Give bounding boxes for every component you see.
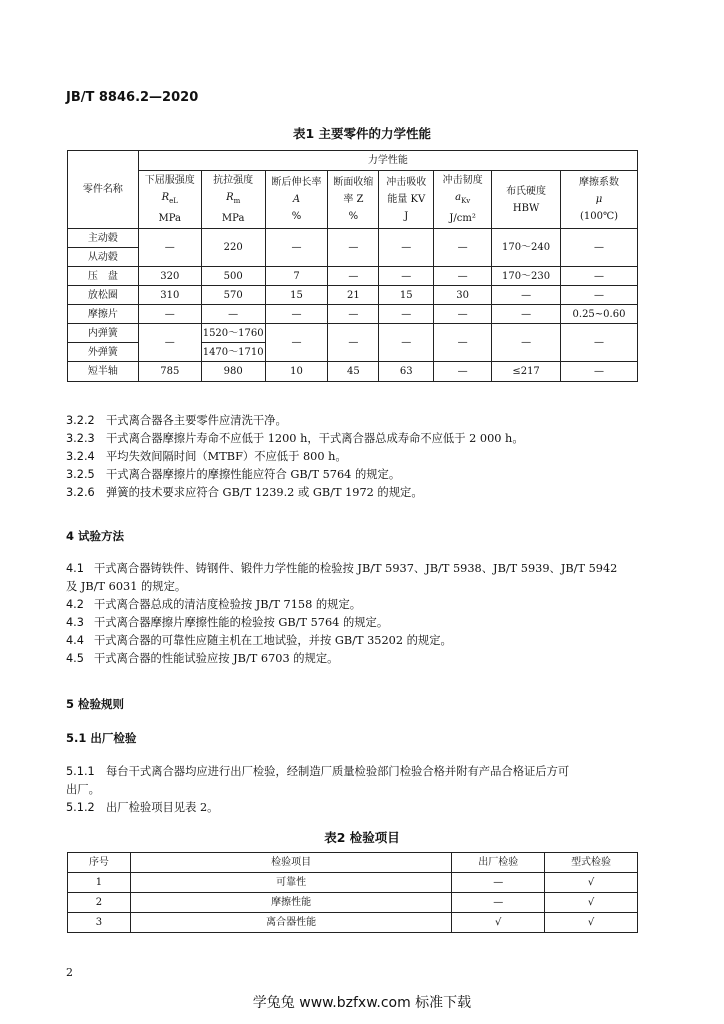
cell: 摩擦性能	[130, 893, 451, 913]
cell: 离合器性能	[130, 913, 451, 933]
cell: —	[452, 873, 545, 893]
col-header-elongation: 断后伸长率 A %	[265, 171, 328, 229]
cell: 500	[201, 267, 265, 286]
cell: —	[434, 362, 492, 382]
header-part-name: 零件名称	[68, 151, 139, 229]
clause-4-1: 4.1 干式离合器铸铁件、铸钢件、锻件力学性能的检验按 JB/T 5937、JB/T 5938、JB/T 5939、JB/T 5942	[66, 562, 618, 575]
clause-5-1-2: 5.1.2 出厂检验项目见表 2。	[66, 801, 219, 814]
table2-caption: 表2 检验项目	[324, 830, 400, 845]
cell: √	[452, 913, 545, 933]
cell: 7	[265, 267, 328, 286]
cell: 310	[138, 286, 201, 305]
clause-3-2-5: 3.2.5 干式离合器摩擦片的摩擦性能应符合 GB/T 5764 的规定。	[66, 468, 401, 481]
cell: 320	[138, 267, 201, 286]
clause-4-2: 4.2 干式离合器总成的清洁度检验按 JB/T 7158 的规定。	[66, 598, 362, 611]
cell: —	[138, 324, 201, 362]
cell: —	[265, 305, 328, 324]
cell: 45	[328, 362, 379, 382]
row-name: 主动毂	[68, 229, 139, 248]
clause-4-4: 4.4 干式离合器的可靠性应随主机在工地试验，并按 GB/T 35202 的规定。	[66, 634, 452, 647]
cell: 220	[201, 229, 265, 267]
col-header-reduction: 断面收缩 率 Z %	[328, 171, 379, 229]
cell: —	[492, 324, 561, 362]
clause-5-1-1: 5.1.1 每台干式离合器均应进行出厂检验，经制造厂质量检验部门检验合格并附有产品合格证后方可	[66, 765, 570, 778]
section-5-title: 5 检验规则	[66, 697, 125, 711]
row-name: 短半轴	[68, 362, 139, 382]
cell: 2	[68, 893, 131, 913]
cell: —	[561, 229, 638, 267]
clause-3-2-6: 3.2.6 弹簧的技术要求应符合 GB/T 1239.2 或 GB/T 1972 的规定。	[66, 486, 423, 499]
header-seq: 序号	[68, 853, 131, 873]
cell: 21	[328, 286, 379, 305]
cell: —	[265, 324, 328, 362]
cell: 30	[434, 286, 492, 305]
table-row	[68, 893, 638, 913]
cell: 170～240	[492, 229, 561, 267]
cell: 1470～1710	[201, 343, 265, 362]
cell: —	[328, 229, 379, 267]
cell: —	[265, 229, 328, 267]
row-name: 外弹簧	[68, 343, 139, 362]
cell: 0.25~0.60	[561, 305, 638, 324]
cell: √	[545, 893, 638, 913]
page-number: 2	[66, 966, 73, 979]
cell: 1	[68, 873, 131, 893]
cell: 570	[201, 286, 265, 305]
header-type: 型式检验	[545, 853, 638, 873]
cell: √	[545, 873, 638, 893]
cell: ≤217	[492, 362, 561, 382]
cell: —	[492, 305, 561, 324]
cell: —	[452, 893, 545, 913]
cell: 15	[265, 286, 328, 305]
table1-caption: 表1 主要零件的力学性能	[292, 126, 432, 141]
cell: —	[561, 324, 638, 362]
col-header-tensile: 抗拉强度 $R_m$ MPa	[201, 171, 265, 229]
cell: —	[201, 305, 265, 324]
cell: —	[138, 229, 201, 267]
clause-5-1-1-cont: 出厂。	[66, 783, 100, 796]
header-item: 检验项目	[130, 853, 451, 873]
cell: —	[492, 286, 561, 305]
table-row	[68, 873, 638, 893]
cell: —	[138, 305, 201, 324]
cell: 980	[201, 362, 265, 382]
cell: 15	[379, 286, 434, 305]
table-row	[68, 913, 638, 933]
row-name: 从动毂	[68, 248, 139, 267]
col-header-impact-energy: 冲击吸收 能量 KV J	[379, 171, 434, 229]
cell: —	[434, 324, 492, 362]
cell: √	[545, 913, 638, 933]
cell: —	[379, 229, 434, 267]
cell: 170～230	[492, 267, 561, 286]
cell: —	[434, 305, 492, 324]
cell: 63	[379, 362, 434, 382]
cell: —	[434, 267, 492, 286]
cell: 可靠性	[130, 873, 451, 893]
cell: 1520～1760	[201, 324, 265, 343]
row-name: 放松圈	[68, 286, 139, 305]
cell: 785	[138, 362, 201, 382]
clause-3-2-2: 3.2.2 干式离合器各主要零件应清洗干净。	[66, 414, 287, 427]
clause-4-1-cont: 及 JB/T 6031 的规定。	[66, 580, 187, 593]
col-header-hardness: 布氏硬度 HBW	[492, 171, 561, 229]
cell: 10	[265, 362, 328, 382]
cell: —	[328, 324, 379, 362]
cell: —	[561, 362, 638, 382]
cell: 3	[68, 913, 131, 933]
header-factory: 出厂检验	[452, 853, 545, 873]
clause-3-2-4: 3.2.4 平均失效间隔时间（MTBF）不应低于 800 h。	[66, 450, 347, 463]
header-mechanical-properties: 力学性能	[138, 151, 637, 171]
cell: —	[561, 286, 638, 305]
clause-3-2-3: 3.2.3 干式离合器摩擦片寿命不应低于 1200 h，干式离合器总成寿命不应低于 2 000 h。	[66, 432, 524, 445]
clause-4-3: 4.3 干式离合器摩擦片摩擦性能的检验按 GB/T 5764 的规定。	[66, 616, 389, 629]
cell: —	[561, 267, 638, 286]
col-header-friction: 摩擦系数 μ (100℃)	[561, 171, 638, 229]
col-header-yield: 下屈服强度 $R_{eL}$ MPa	[138, 171, 201, 229]
section-5-1-title: 5.1 出厂检验	[66, 731, 137, 745]
table2-inspection-items	[67, 852, 638, 933]
watermark-footer: 学兔兔 www.bzfxw.com 标准下载	[252, 995, 472, 1011]
clause-4-5: 4.5 干式离合器的性能试验应按 JB/T 6703 的规定。	[66, 652, 339, 665]
cell: —	[379, 305, 434, 324]
document-id: JB/T 8846.2—2020	[66, 90, 199, 105]
row-name: 摩擦片	[68, 305, 139, 324]
row-name: 压 盘	[68, 267, 139, 286]
cell: —	[434, 229, 492, 267]
cell: —	[379, 267, 434, 286]
cell: —	[328, 305, 379, 324]
row-name: 内弹簧	[68, 324, 139, 343]
section-4-title: 4 试验方法	[66, 529, 125, 543]
table1-mechanical-properties	[67, 150, 638, 382]
cell: —	[379, 324, 434, 362]
cell: —	[328, 267, 379, 286]
col-header-impact-toughness: 冲击韧度 $a_{Kv}$ J/cm²	[434, 171, 492, 229]
